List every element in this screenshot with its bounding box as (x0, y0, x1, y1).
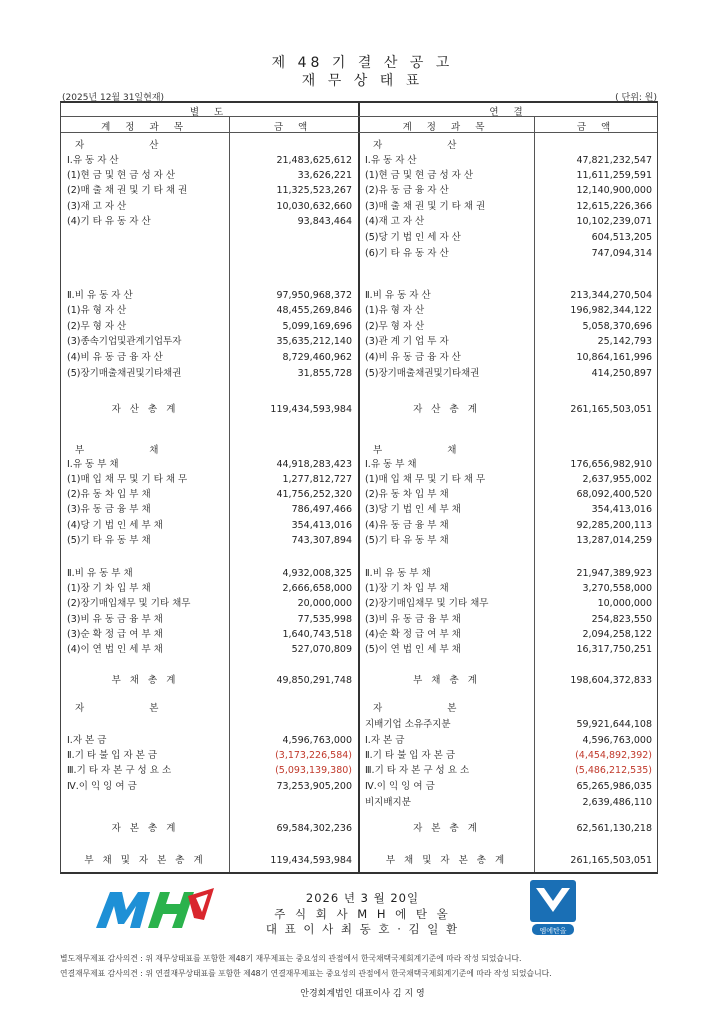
separate-account-label: 자 산 (75, 140, 160, 151)
account-column-header: 계 정 과 목 (101, 122, 189, 133)
consolidated-account-label: (4)재 고 자 산 (365, 216, 425, 227)
consolidated-account-label: Ⅰ.자 본 금 (365, 735, 405, 746)
consolidated-amount: 62,561,130,218 (576, 823, 652, 834)
separate-account-label: (4)이 연 법 인 세 부 채 (67, 644, 163, 655)
separate-amount: 4,596,763,000 (282, 735, 352, 746)
consolidated-amount: 12,615,226,366 (576, 201, 652, 212)
separate-amount: 4,932,008,325 (282, 568, 352, 579)
separate-account-label: (3)순 확 정 급 여 부 채 (67, 629, 163, 640)
consolidated-account-label: 자 본 (373, 703, 458, 714)
separate-amount: 41,756,252,320 (276, 489, 352, 500)
separate-amount: 1,640,743,518 (282, 629, 352, 640)
consolidated-account-label: (1)매 입 채 무 및 기 타 채 무 (365, 474, 486, 485)
separate-audit-opinion: 별도재무제표 감사의견 : 위 재무상태표를 포함한 제48기 재무제표는 중요성의 관점에서 한국채택국제회계기준에 따라 작성 되었습니다. (60, 954, 522, 963)
consolidated-account-label: 자 본 총 계 (413, 823, 480, 834)
consolidated-amount: 604,513,205 (591, 232, 652, 243)
separate-account-label: (2)장기매입채무 및 기타 채무 (67, 598, 191, 609)
consolidated-amount: 10,102,239,071 (576, 216, 652, 227)
consolidated-account-label: (5)장기매출채권및기타채권 (365, 368, 480, 379)
separate-account-label: (1)유 형 자 산 (67, 305, 127, 316)
consolidated-account-label: (5)당 기 법 인 세 자 산 (365, 232, 461, 243)
consolidated-amount: 176,656,982,910 (570, 459, 652, 470)
consolidated-account-label: Ⅰ.유 동 부 채 (365, 459, 417, 470)
company-seal (528, 878, 578, 938)
consolidated-account-label: (6)기 타 유 동 자 산 (365, 248, 449, 259)
svg-text:엠에탄올: 엠에탄올 (539, 927, 567, 935)
consolidated-amount: 92,285,200,113 (576, 520, 652, 531)
consolidated-amount: 12,140,900,000 (576, 185, 652, 196)
separate-account-label: (2)유 동 차 입 부 채 (67, 489, 151, 500)
consolidated-account-label: (5)기 타 유 동 부 채 (365, 535, 449, 546)
consolidated-account-label: (2)유 동 금 융 자 산 (365, 185, 449, 196)
amount-column-header: 금 액 (576, 122, 617, 133)
consolidated-amount: (5,486,212,535) (575, 765, 652, 776)
consolidated-account-label: Ⅰ.유 동 자 산 (365, 155, 417, 166)
separate-amount: 97,950,968,372 (276, 290, 352, 301)
separate-account-label: (5)기 타 유 동 부 채 (67, 535, 151, 546)
separate-amount: 354,413,016 (291, 520, 352, 531)
consolidated-amount: (4,454,892,392) (575, 750, 652, 761)
consolidated-account-label: (4)비 유 동 금 융 자 산 (365, 352, 461, 363)
consolidated-amount: 10,000,000 (597, 598, 652, 609)
separate-account-label: (3)비 유 동 금 융 부 채 (67, 614, 163, 625)
consolidated-amount: 2,094,258,122 (582, 629, 652, 640)
separate-amount: 48,455,269,846 (276, 305, 352, 316)
consolidated-audit-opinion: 연결재무제표 감사의견 : 위 연결재무상태표를 포함한 제48기 연결재무제표는 중요성의 관점에서 한국채택국제회계기준에 따라 작성 되었습니다. (60, 969, 552, 978)
notice-title: 제 48 기 결 산 공 고 (271, 55, 454, 71)
balance-sheet-table (60, 101, 658, 874)
consolidated-account-label: (2)장기매입채무 및 기타 채무 (365, 598, 489, 609)
separate-amount: 77,535,998 (297, 614, 352, 625)
separate-amount: 33,626,221 (297, 170, 352, 181)
consolidated-account-label: (1)장 기 차 입 부 채 (365, 583, 449, 594)
separate-account-label: 부 채 총 계 (111, 675, 179, 686)
consolidated-amount: 2,637,955,002 (582, 474, 652, 485)
consolidated-account-label: Ⅱ.비 유 동 자 산 (365, 290, 431, 301)
separate-amount: (5,093,139,380) (275, 765, 352, 776)
consolidated-account-label: Ⅱ.기 타 불 입 자 본 금 (365, 750, 456, 761)
consolidated-account-label: (3)비 유 동 금 융 부 채 (365, 614, 461, 625)
company-name: 주 식 회 사 M H 에 탄 올 (274, 907, 451, 921)
separate-amount: 93,843,464 (297, 216, 352, 227)
consolidated-header: 연 결 (489, 107, 529, 118)
separate-amount: 1,277,812,727 (282, 474, 352, 485)
separate-amount: 49,850,291,748 (276, 675, 352, 686)
separate-amount: 527,070,809 (291, 644, 352, 655)
consolidated-account-label: (2)무 형 자 산 (365, 321, 425, 332)
separate-amount: 69,584,302,236 (276, 823, 352, 834)
consolidated-amount: 5,058,370,696 (582, 321, 652, 332)
separate-amount: 11,325,523,267 (276, 185, 352, 196)
separate-amount: 2,666,658,000 (282, 583, 352, 594)
separate-account-label: 부 채 및 자 본 총 계 (84, 855, 206, 866)
consolidated-account-label: (1)현 금 및 현 금 성 자 산 (365, 170, 474, 181)
account-column-header: 계 정 과 목 (402, 122, 491, 133)
consolidated-amount: 354,413,016 (591, 504, 652, 515)
separate-amount: (3,173,226,584) (275, 750, 352, 761)
statement-title: 재 무 상 태 표 (301, 73, 424, 89)
separate-header: 별 도 (189, 107, 230, 118)
consolidated-account-label: 부 채 및 자 본 총 계 (385, 855, 508, 866)
separate-amount: 20,000,000 (297, 598, 352, 609)
separate-amount: 119,434,593,984 (270, 855, 352, 866)
separate-amount: 786,497,466 (291, 504, 352, 515)
separate-account-label: (5)장기매출채권및기타채권 (67, 368, 182, 379)
consolidated-amount: 196,982,344,122 (570, 305, 652, 316)
consolidated-account-label: (4)순 확 정 급 여 부 채 (365, 629, 461, 640)
consolidated-account-label: 비지배지분 (365, 797, 411, 808)
separate-account-label: 자 산 총 계 (111, 404, 179, 415)
consolidated-amount: 747,094,314 (591, 248, 652, 259)
separate-account-label: (3)재 고 자 산 (67, 201, 127, 212)
notice-date: 2026 년 3 월 20일 (305, 891, 420, 905)
separate-account-label: (1)매 입 채 무 및 기 타 채 무 (67, 474, 188, 485)
consolidated-amount: 2,639,486,110 (582, 797, 652, 808)
separate-amount: 73,253,905,200 (276, 781, 352, 792)
separate-account-label: Ⅳ.이 익 잉 여 금 (67, 781, 137, 792)
separate-amount: 35,635,212,140 (276, 336, 352, 347)
separate-account-label: 부 채 (75, 445, 160, 456)
consolidated-account-label: (3)관 계 기 업 투 자 (365, 336, 449, 347)
separate-account-label: (2)매 출 채 권 및 기 타 채 권 (67, 185, 188, 196)
consolidated-amount: 198,604,372,833 (570, 675, 652, 686)
separate-amount: 44,918,283,423 (276, 459, 352, 470)
consolidated-amount: 10,864,161,996 (576, 352, 652, 363)
auditor-signature: 안경회계법인 대표이사 김 지 영 (300, 989, 425, 999)
consolidated-account-label: (2)유 동 차 입 부 채 (365, 489, 449, 500)
consolidated-amount: 261,165,503,051 (570, 404, 652, 415)
consolidated-amount: 25,142,793 (597, 336, 652, 347)
consolidated-account-label: (5)이 연 법 인 세 부 채 (365, 644, 461, 655)
separate-amount: 8,729,460,962 (282, 352, 352, 363)
consolidated-account-label: 부 채 총 계 (413, 675, 480, 686)
separate-account-label: 자 본 (75, 703, 160, 714)
separate-amount: 5,099,169,696 (282, 321, 352, 332)
consolidated-account-label: 부 채 (373, 445, 458, 456)
separate-account-label: (1)장 기 차 입 부 채 (67, 583, 151, 594)
consolidated-amount: 414,250,897 (591, 368, 652, 379)
amount-column-header: 금 액 (273, 122, 314, 133)
consolidated-account-label: Ⅱ.비 유 동 부 채 (365, 568, 431, 579)
consolidated-amount: 11,611,259,591 (576, 170, 652, 181)
consolidated-account-label: Ⅳ.이 익 잉 여 금 (365, 781, 435, 792)
as-of-date: (2025년 12월 31일현재) (62, 93, 165, 103)
consolidated-amount: 68,092,400,520 (576, 489, 652, 500)
consolidated-amount: 13,287,014,259 (576, 535, 652, 546)
separate-amount: 119,434,593,984 (270, 404, 352, 415)
consolidated-account-label: (4)유 동 금 융 부 채 (365, 520, 449, 531)
separate-account-label: (1)현 금 및 현 금 성 자 산 (67, 170, 176, 181)
separate-account-label: 자 본 총 계 (111, 823, 179, 834)
separate-account-label: Ⅰ.유 동 부 채 (67, 459, 119, 470)
separate-account-label: Ⅱ.기 타 불 입 자 본 금 (67, 750, 158, 761)
consolidated-account-label: 자 산 총 계 (413, 404, 480, 415)
consolidated-account-label: Ⅲ.기 타 자 본 구 성 요 소 (365, 765, 470, 776)
consolidated-account-label: (3)매 출 채 권 및 기 타 채 권 (365, 201, 486, 212)
separate-amount: 743,307,894 (291, 535, 352, 546)
separate-account-label: Ⅰ.자 본 금 (67, 735, 107, 746)
separate-account-label: (3)종속기업및관계기업투자 (67, 336, 182, 347)
separate-account-label: Ⅱ.비 유 동 부 채 (67, 568, 133, 579)
separate-account-label: Ⅰ.유 동 자 산 (67, 155, 119, 166)
separate-account-label: (4)기 타 유 동 자 산 (67, 216, 151, 227)
separate-account-label: (4)비 유 동 금 융 자 산 (67, 352, 163, 363)
consolidated-amount: 254,823,550 (591, 614, 652, 625)
consolidated-account-label: (3)당 기 법 인 세 부 채 (365, 504, 461, 515)
consolidated-amount: 47,821,232,547 (576, 155, 652, 166)
consolidated-amount: 3,270,558,000 (582, 583, 652, 594)
separate-account-label: (2)무 형 자 산 (67, 321, 127, 332)
consolidated-amount: 65,265,986,035 (576, 781, 652, 792)
separate-account-label: Ⅱ.비 유 동 자 산 (67, 290, 133, 301)
consolidated-amount: 21,947,389,923 (576, 568, 652, 579)
consolidated-account-label: 자 산 (373, 140, 458, 151)
separate-amount: 21,483,625,612 (276, 155, 352, 166)
consolidated-amount: 213,344,270,504 (570, 290, 652, 301)
consolidated-amount: 4,596,763,000 (582, 735, 652, 746)
separate-account-label: Ⅲ.기 타 자 본 구 성 요 소 (67, 765, 172, 776)
ceo-names: 대 표 이 사 최 동 호 · 김 일 환 (265, 922, 460, 936)
separate-account-label: (4)당 기 법 인 세 부 채 (67, 520, 163, 531)
unit-label: ( 단위: 원) (615, 93, 657, 103)
consolidated-amount: 59,921,644,108 (576, 719, 652, 730)
separate-amount: 10,030,632,660 (276, 201, 352, 212)
separate-account-label: (3)유 동 금 융 부 채 (67, 504, 151, 515)
divider (358, 103, 360, 872)
separate-amount: 31,855,728 (297, 368, 352, 379)
consolidated-account-label: (1)유 형 자 산 (365, 305, 425, 316)
consolidated-amount: 16,317,750,251 (576, 644, 652, 655)
consolidated-amount: 261,165,503,051 (570, 855, 652, 866)
consolidated-account-label: 지배기업 소유주지분 (365, 719, 451, 730)
